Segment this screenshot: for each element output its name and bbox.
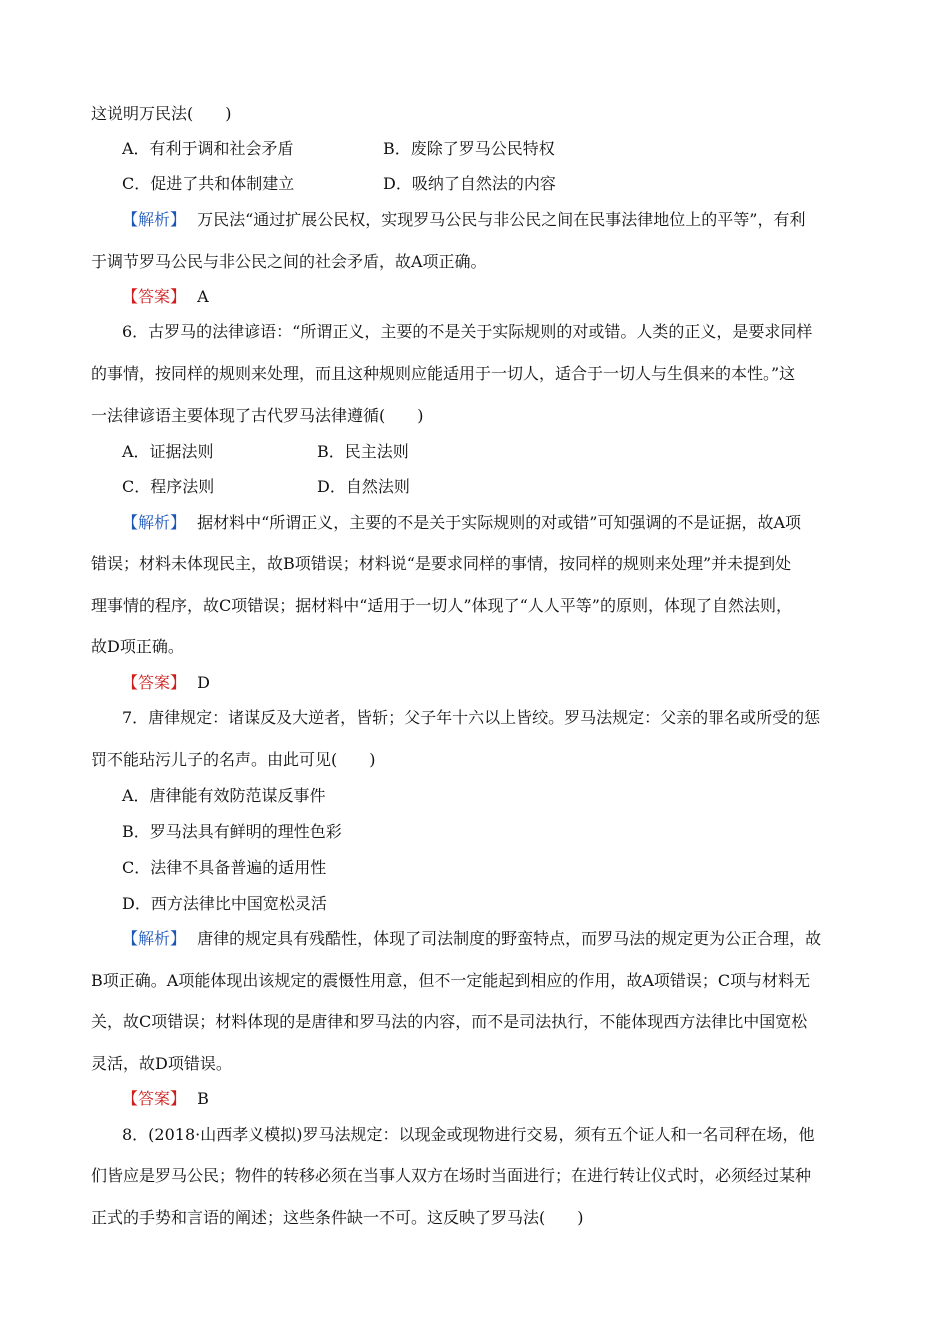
q6-option-b: B．民主法则 xyxy=(317,442,409,461)
q7-analysis-line xyxy=(122,927,821,951)
q7-option-d: D．西方法律比中国宽松灵活 xyxy=(122,894,327,913)
q6-stem-1: 6．古罗马的法律谚语：“所谓正义，主要的不是关于实际规则的对或错。人类的正义，是要求同样 xyxy=(122,322,813,341)
q8-stem-2: 们皆应是罗马公民；物件的转移必须在当事人双方在场时当面进行；在进行转让仪式时，必须经过某种 xyxy=(91,1166,812,1185)
analysis-tag: 【解析】 xyxy=(122,513,187,532)
q5-analysis-text-2: 于调节罗马公民与非公民之间的社会矛盾，故A项正确。 xyxy=(91,252,487,271)
q7-option-b: B．罗马法具有鲜明的理性色彩 xyxy=(122,822,342,841)
q6-analysis-text-1: 据材料中“所谓正义，主要的不是关于实际规则的对或错”可知强调的不是证据，故A项 xyxy=(197,513,802,532)
q6-analysis-text-4: 故D项正确。 xyxy=(91,637,184,656)
q5-analysis-line xyxy=(122,208,805,232)
q6-answer: D xyxy=(197,673,210,692)
q6-answer-line xyxy=(122,671,210,695)
answer-tag: 【答案】 xyxy=(122,1089,187,1108)
q7-stem-2: 罚不能玷污儿子的名声。由此可见( ) xyxy=(91,750,376,769)
q6-stem-3: 一法律谚语主要体现了古代罗马法律遵循( ) xyxy=(91,406,424,425)
q8-stem-3: 正式的手势和言语的阐述；这些条件缺一不可。这反映了罗马法( ) xyxy=(91,1208,584,1227)
q6-stem-2: 的事情，按同样的规则来处理，而且这种规则应能适用于一切人，适合于一切人与生俱来的本性。”这 xyxy=(91,364,796,383)
q5-stem: 这说明万民法( ) xyxy=(91,104,232,123)
analysis-tag: 【解析】 xyxy=(122,929,187,948)
q7-answer: B xyxy=(197,1089,209,1108)
q5-option-b: B．废除了罗马公民特权 xyxy=(383,139,555,158)
q5-option-a: A．有利于调和社会矛盾 xyxy=(122,139,294,158)
q8-stem-1: 8．(2018·山西孝义模拟)罗马法规定：以现金或现物进行交易，须有五个证人和一名司秤在场，他 xyxy=(122,1125,815,1144)
q6-analysis-text-2: 错误；材料未体现民主，故B项错误；材料说“是要求同样的事情，按同样的规则来处理”并未提到处 xyxy=(91,554,792,573)
q5-option-d: D．吸纳了自然法的内容 xyxy=(383,174,556,193)
q7-analysis-text-4: 灵活，故D项错误。 xyxy=(91,1054,232,1073)
q6-option-d: D．自然法则 xyxy=(317,477,410,496)
q5-analysis-text-1: 万民法“通过扩展公民权，实现罗马公民与非公民之间在民事法律地位上的平等”，有利 xyxy=(197,210,806,229)
q7-answer-line xyxy=(122,1087,209,1111)
q7-option-a: A．唐律能有效防范谋反事件 xyxy=(122,786,326,805)
analysis-tag: 【解析】 xyxy=(122,210,187,229)
q6-analysis-text-3: 理事情的程序，故C项错误；据材料中“适用于一切人”体现了“人人平等”的原则，体现了自然法则， xyxy=(91,596,792,615)
q5-option-c: C．促进了共和体制建立 xyxy=(122,174,295,193)
q6-analysis-line xyxy=(122,511,801,535)
q7-analysis-text-3: 关，故C项错误；材料体现的是唐律和罗马法的内容，而不是司法执行，不能体现西方法律比中国宽松 xyxy=(91,1012,808,1031)
q5-answer: A xyxy=(197,287,209,306)
q7-stem-1: 7．唐律规定：诸谋反及大逆者，皆斩；父子年十六以上皆绞。罗马法规定：父亲的罪名或所受的惩 xyxy=(122,708,821,727)
answer-tag: 【答案】 xyxy=(122,287,187,306)
q5-answer-line xyxy=(122,285,209,309)
answer-tag: 【答案】 xyxy=(122,673,187,692)
q7-option-c: C．法律不具备普遍的适用性 xyxy=(122,858,327,877)
q7-analysis-text-1: 唐律的规定具有残酷性，体现了司法制度的野蛮特点，而罗马法的规定更为公正合理，故 xyxy=(197,929,822,948)
q6-option-a: A．证据法则 xyxy=(122,442,214,461)
q7-analysis-text-2: B项正确。A项能体现出该规定的震慑性用意，但不一定能起到相应的作用，故A项错误；C项与材料无 xyxy=(91,971,811,990)
q6-option-c: C．程序法则 xyxy=(122,477,215,496)
